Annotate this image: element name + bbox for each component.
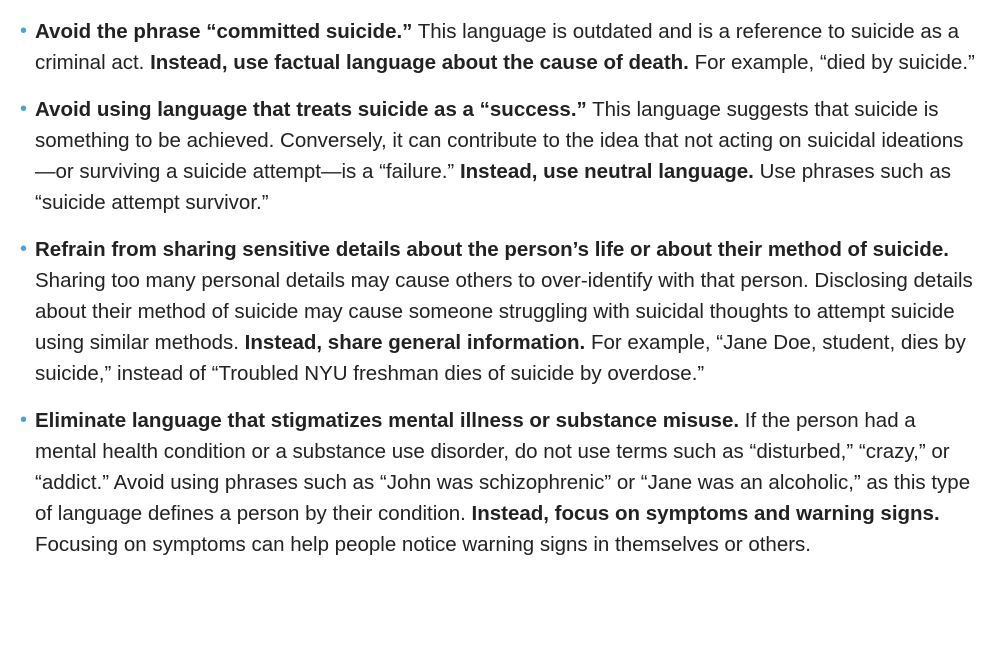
item-recommendation: Instead, use neutral language. bbox=[459, 160, 754, 183]
item-heading: Avoid using language that treats suicide as a “success.” bbox=[35, 98, 587, 121]
item-recommendation: Instead, use factual language about the cause of death. bbox=[150, 51, 689, 74]
bullet-icon: • bbox=[20, 98, 28, 120]
bullet-icon: • bbox=[20, 20, 28, 42]
list-item bbox=[20, 234, 980, 389]
item-text: This language is outdated and is a reference to suicide as a criminal act. bbox=[35, 20, 960, 74]
item-heading: Avoid the phrase “committed suicide.” bbox=[35, 20, 413, 43]
bullet-icon: • bbox=[20, 409, 28, 431]
bullet-icon: • bbox=[20, 238, 28, 260]
item-heading: Eliminate language that stigmatizes mental illness or substance misuse. bbox=[35, 409, 740, 432]
item-text: For example, “Jane Doe, student, dies by suicide,” instead of “Troubled NYU freshman dies of suicide by overdose.” bbox=[35, 331, 966, 385]
item-text: If the person had a mental health condition or a substance use disorder, do not use terms such as “disturbed,” “crazy,” or “addict.” Avoid using phrases such as “John was schizophrenic” or “Jane was an alcoholic,” as this type of language defines a person by their condition. bbox=[35, 409, 971, 525]
list-item bbox=[20, 405, 980, 560]
item-heading: Refrain from sharing sensitive details about the person’s life or about their method of suicide. bbox=[35, 238, 949, 261]
item-text: For example, “died by suicide.” bbox=[688, 51, 975, 74]
item-text: Sharing too many personal details may cause others to over-identify with that person. Disclosing details about their method of suicide may cause someone struggling with suicidal thoughts to attempt suicide using similar methods. bbox=[35, 269, 973, 354]
item-text: Focusing on symptoms can help people notice warning signs in themselves or others. bbox=[35, 533, 811, 556]
item-text: Use phrases such as “suicide attempt survivor.” bbox=[35, 160, 952, 214]
item-recommendation: Instead, focus on symptoms and warning signs. bbox=[471, 502, 940, 525]
item-recommendation: Instead, share general information. bbox=[244, 331, 586, 354]
item-text: This language suggests that suicide is something to be achieved. Conversely, it can contribute to the idea that not acting on suicidal ideations—or surviving a suicide attempt—is a “failure.” bbox=[35, 98, 964, 183]
list-item bbox=[20, 94, 980, 218]
list-item bbox=[20, 16, 980, 78]
